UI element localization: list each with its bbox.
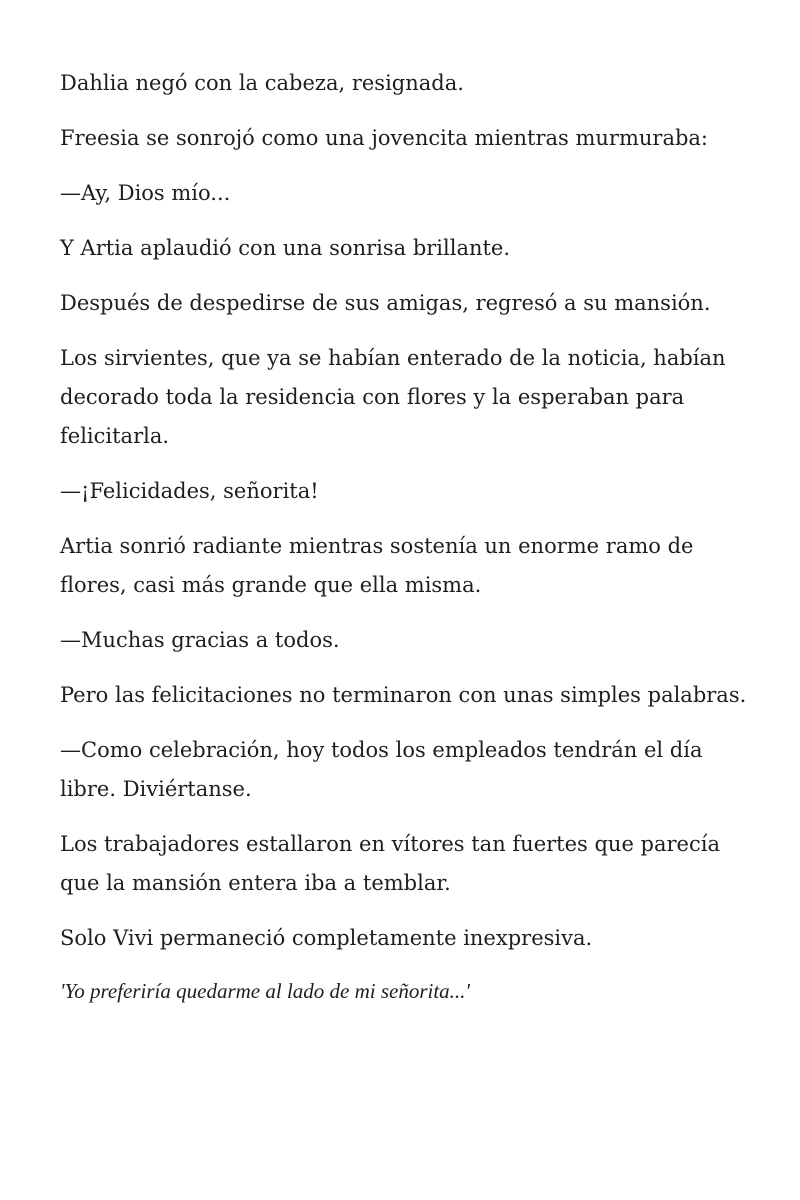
document-page bbox=[60, 64, 750, 1024]
dialogue-line: —Como celebración, hoy todos los empleados tendrán el día libre. Diviértanse. bbox=[60, 738, 703, 801]
paragraph: Y Artia aplaudió con una sonrisa brillante. bbox=[60, 236, 511, 260]
paragraph: Los trabajadores estallaron en vítores tan fuertes que parecía que la mansión entera iba a temblar. bbox=[60, 832, 720, 895]
inner-thought: 'Yo preferiría quedarme al lado de mi señorita...' bbox=[60, 979, 470, 1003]
paragraph: Artia sonrió radiante mientras sostenía un enorme ramo de flores, casi más grande que ella misma. bbox=[60, 534, 694, 597]
paragraph: Freesia se sonrojó como una jovencita mientras murmuraba: bbox=[60, 126, 708, 150]
dialogue-line: —¡Felicidades, señorita! bbox=[60, 479, 319, 503]
paragraph: Solo Vivi permaneció completamente inexpresiva. bbox=[60, 926, 593, 950]
paragraph: Dahlia negó con la cabeza, resignada. bbox=[60, 71, 464, 95]
dialogue-line: —Ay, Dios mío... bbox=[60, 181, 231, 205]
paragraph: Después de despedirse de sus amigas, regresó a su mansión. bbox=[60, 291, 711, 315]
paragraph: Pero las felicitaciones no terminaron con unas simples palabras. bbox=[60, 683, 747, 707]
dialogue-line: —Muchas gracias a todos. bbox=[60, 628, 340, 652]
paragraph: Los sirvientes, que ya se habían enterado de la noticia, habían decorado toda la residencia con flores y la esperaban para felicitarla. bbox=[60, 346, 726, 448]
